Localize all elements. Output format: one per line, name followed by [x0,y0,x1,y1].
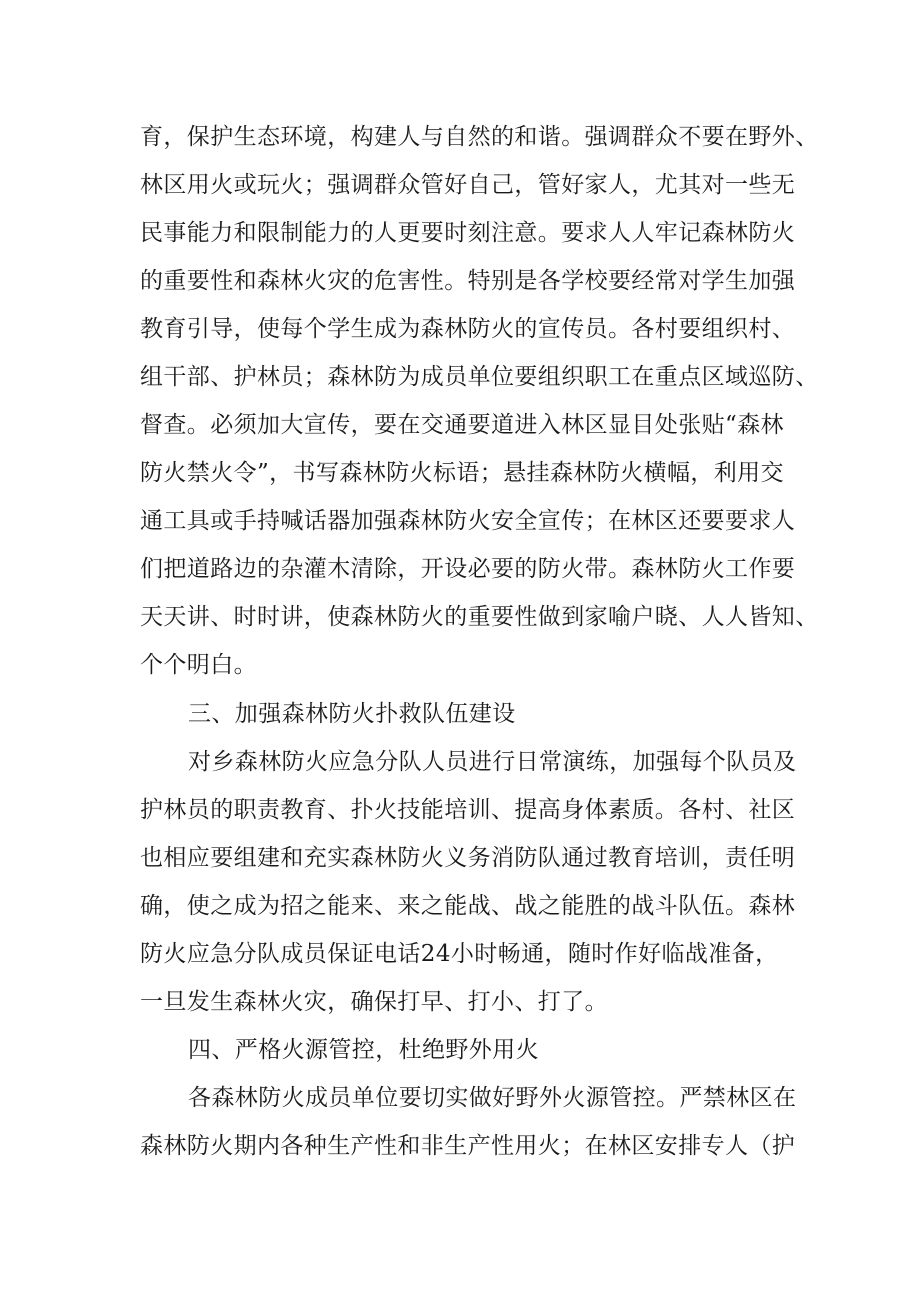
paragraph-line: 组干部、护林员；森林防为成员单位要组织职工在重点区域巡防、 [140,364,819,390]
paragraph-line: 天天讲、时时讲，使森林防火的重要性做到家喻户晓、人人皆知、 [140,604,819,630]
paragraph-line: 一旦发生森林火灾，确保打早、打小、打了。 [140,989,608,1015]
paragraph-line: 督查。必须加大宣传，要在交通要道进入林区显目处张贴“森林 [140,412,784,438]
paragraph-line: 森林防火期内各种生产性和非生产性用火；在林区安排专人（护 [140,1133,796,1159]
paragraph-line: 教育引导，使每个学生成为森林防火的宣传员。各村要组织村、 [140,316,796,342]
paragraph-line: 民事能力和限制能力的人更要时刻注意。要求人人牢记森林防火 [140,220,796,246]
paragraph-line: 护林员的职责教育、扑火技能培训、提高身体素质。各村、社区 [140,797,796,823]
section-heading: 四、严格火源管控，杜绝野外用火 [188,1037,539,1063]
paragraph-line: 防火禁火令”，书写森林防火标语；悬挂森林防火横幅，利用交 [140,460,784,486]
paragraph-line: 个个明白。 [140,652,257,678]
section-heading: 三、加强森林防火扑救队伍建设 [188,701,516,727]
paragraph-line: 的重要性和森林火灾的危害性。特别是各学校要经常对学生加强 [140,268,796,294]
paragraph-line: 各森林防火成员单位要切实做好野外火源管控。严禁林区在 [188,1085,797,1111]
paragraph-line: 对乡森林防火应急分队人员进行日常演练，加强每个队员及 [188,749,797,775]
paragraph-line: 通工具或手持喊话器加强森林防火安全宣传；在林区还要要求人 [140,508,796,534]
paragraph-line: 们把道路边的杂灌木清除，开设必要的防火带。森林防火工作要 [140,556,796,582]
paragraph-line: 防火应急分队成员保证电话24小时畅通，随时作好临战准备， [140,941,779,967]
paragraph-line: 育，保护生态环境，构建人与自然的和谐。强调群众不要在野外、 [140,124,819,150]
paragraph-line: 确，使之成为招之能来、来之能战、战之能胜的战斗队伍。森林 [140,893,796,919]
paragraph-line: 林区用火或玩火；强调群众管好自己，管好家人，尤其对一些无 [140,172,796,198]
paragraph-line: 也相应要组建和充实森林防火义务消防队通过教育培训，责任明 [140,845,796,871]
